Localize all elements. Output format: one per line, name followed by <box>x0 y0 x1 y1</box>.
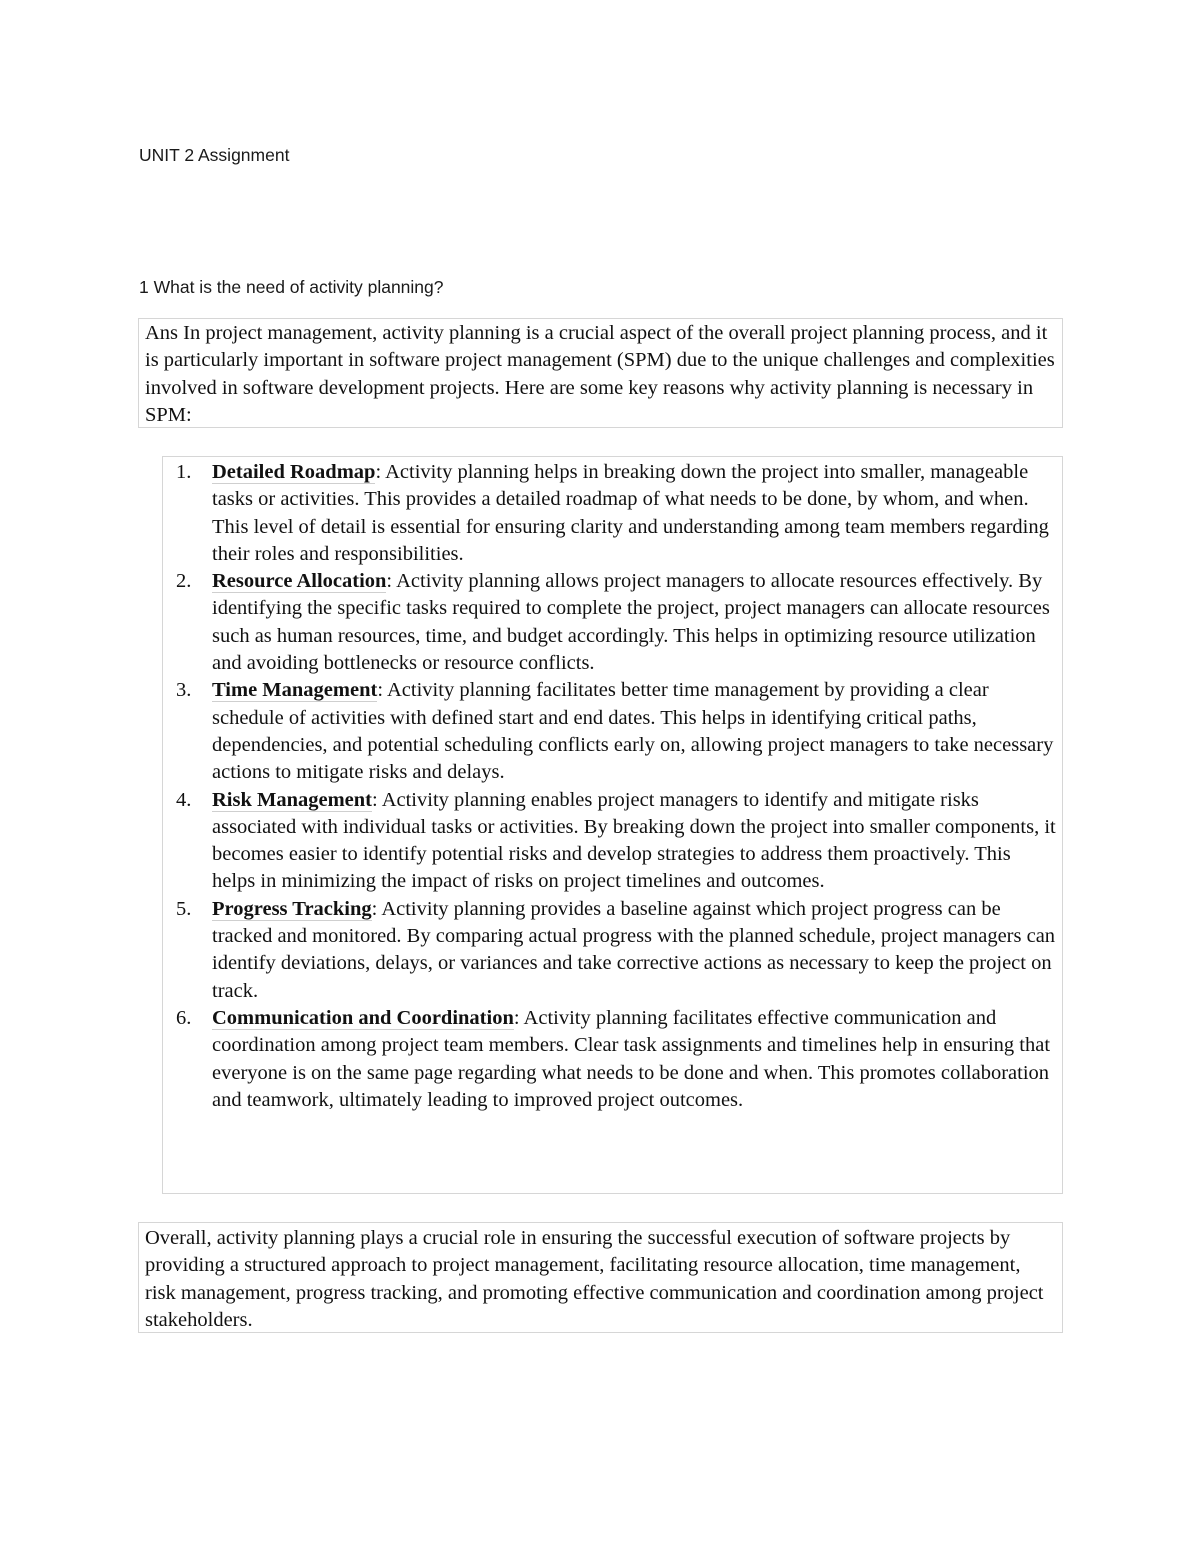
list-item-text: : Activity planning facilitates effective communication and coordination among project team members. Clear task assignments and timelines help in ensuring that everyone is on the same page regarding what needs to be done and when. This promotes collaboration and teamwork, ultimately leading to improved project outcomes. <box>212 1006 1051 1111</box>
list-item-term: Resource Allocation <box>212 570 387 593</box>
reasons-list <box>163 459 1056 1114</box>
list-item-number: 6. <box>176 1006 192 1029</box>
intro-paragraph-box <box>138 318 1063 428</box>
list-item-text: : Activity planning facilitates better time management by providing a clear schedule of activities with defined start and end dates. This helps in identifying critical paths, dependencies, and potential scheduling conflicts early on, allowing project managers to take necessary actions to mitigate risks and delays. <box>212 679 1054 784</box>
list-item-term: Time Management <box>212 679 378 702</box>
list-item-number: 5. <box>176 897 192 920</box>
list-item-number: 2. <box>176 570 192 593</box>
intro-paragraph: Ans In project management, activity planning is a crucial aspect of the overall project planning process, and it is particularly important in software project management (SPM) due to the unique challenges and complexities involved in software development projects. Here are some key reasons why activity planning is necessary in SPM: <box>145 322 1055 426</box>
list-item <box>163 459 1056 568</box>
question-heading: 1 What is the need of activity planning? <box>139 277 444 297</box>
list-item-term: Progress Tracking <box>212 897 372 920</box>
list-item-number: 1. <box>176 461 192 483</box>
list-item-text: : Activity planning enables project managers to identify and mitigate risks associated with individual tasks or activities. By breaking down the project into smaller components, it becomes easier to identify potential risks and develop strategies to address them proactively. This helps in minimizing the impact of risks on project timelines and outcomes. <box>212 788 1056 893</box>
conclusion-paragraph: Overall, activity planning plays a crucial role in ensuring the successful execution of software projects by providing a structured approach to project management, facilitating resource allocation, time management, risk management, progress tracking, and promoting effective communication and coordination among project stakeholders. <box>145 1227 1044 1331</box>
conclusion-paragraph-box <box>138 1222 1063 1333</box>
list-item-number: 4. <box>176 788 192 811</box>
list-item <box>163 677 1056 786</box>
document-title: UNIT 2 Assignment <box>139 145 290 165</box>
list-item <box>163 568 1056 677</box>
list-item-text: : Activity planning helps in breaking down the project into smaller, manageable tasks or activities. This provides a detailed roadmap of what needs to be done, by whom, and when. This level of detail is essential for ensuring clarity and understanding among team members regarding their roles and responsibilities. <box>212 461 1049 565</box>
list-item <box>163 896 1056 1005</box>
list-item-term: Detailed Roadmap <box>212 461 376 483</box>
list-item-number: 3. <box>176 679 192 702</box>
list-item-term: Communication and Coordination <box>212 1006 514 1029</box>
list-item-term: Risk Management <box>212 788 373 811</box>
reasons-list-box <box>162 456 1063 1194</box>
list-item-text: : Activity planning provides a baseline against which project progress can be tracked and monitored. By comparing actual progress with the planned schedule, project managers can identify deviations, delays, or variances and take corrective actions as necessary to keep the project on track. <box>212 897 1056 1002</box>
list-item-text: : Activity planning allows project managers to allocate resources effectively. By identifying the specific tasks required to complete the project, project managers can allocate resources such as human resources, time, and budget accordingly. This helps in optimizing resource utilization and avoiding bottlenecks or resource conflicts. <box>212 570 1050 675</box>
list-item <box>163 787 1056 896</box>
list-item <box>163 1005 1056 1114</box>
